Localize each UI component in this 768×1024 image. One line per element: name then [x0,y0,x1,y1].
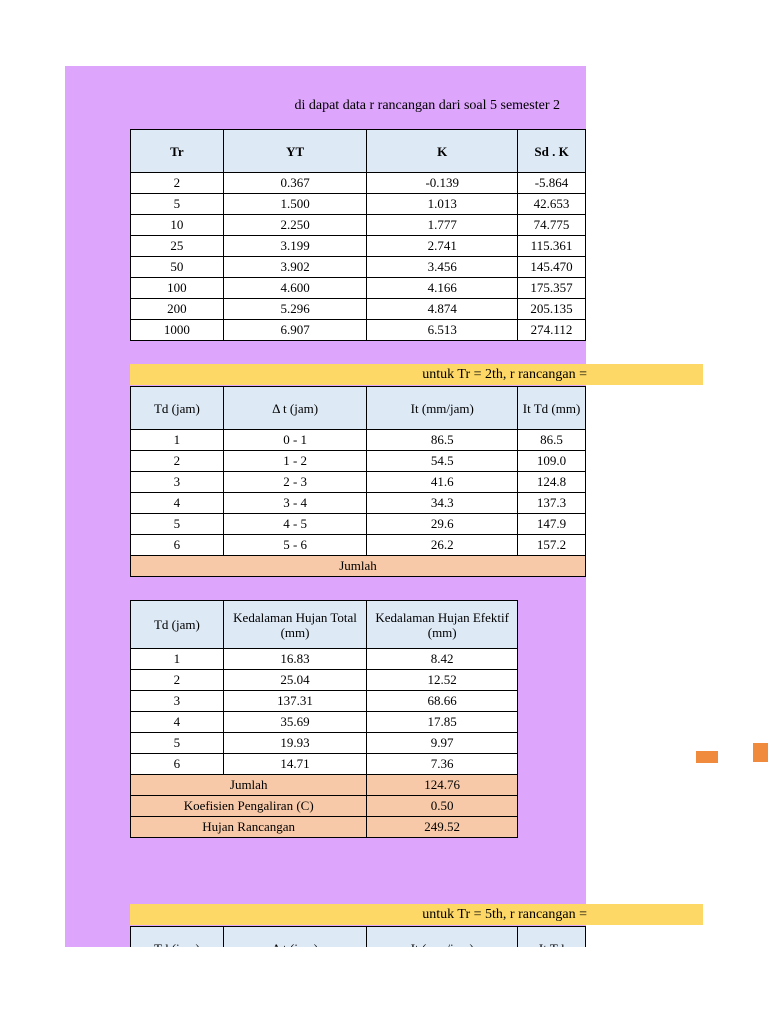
header-td: Td (jam) [131,601,224,649]
page-bottom-margin [0,947,768,1024]
table-row [131,257,586,278]
table-cell: 1.500 [223,194,367,215]
table-cell: 3.456 [367,257,518,278]
table-cell: 157.2 [518,535,586,556]
section-band-tr2 [130,364,703,385]
table-header-row [131,130,586,173]
table-cell: 2.741 [367,236,518,257]
header-it: It (mm/jam) [367,387,518,430]
header-td: Td (jam) [131,387,224,430]
table-cell: 19.93 [223,733,367,754]
table-cell: 25.04 [223,670,367,691]
section-band-label: untuk Tr = 2th, r rancangan = [422,367,587,382]
table-cell: 175.357 [518,278,586,299]
table-row [131,451,586,472]
table-cell: 4.600 [223,278,367,299]
header-yt: YT [223,130,367,173]
table-cell: 1.777 [367,215,518,236]
sheet-caption: di dapat data r rancangan dari soal 5 semester 2 [294,98,560,113]
table-cell: -0.139 [367,173,518,194]
table-cell: 4 - 5 [223,514,367,535]
table-cell: 2 [131,451,224,472]
total-label: Jumlah [131,556,586,577]
table-cell: 2 [131,173,224,194]
table-cell: 68.66 [367,691,518,712]
table-cell: 3.199 [223,236,367,257]
header-ittd: It Td (mm) [518,387,586,430]
summary-label: Koefisien Pengaliran (C) [131,796,367,817]
table-cell: 1 [131,649,224,670]
table-row [131,472,586,493]
table-cell: 3.902 [223,257,367,278]
table-cell: -5.864 [518,173,586,194]
table-cell: 3 - 4 [223,493,367,514]
table-cell: 109.0 [518,451,586,472]
table-row [131,691,518,712]
table-row [131,754,518,775]
table-cell: 5 [131,514,224,535]
cell-marker [696,751,718,763]
summary-row [131,796,518,817]
table-cell: 35.69 [223,712,367,733]
table-cell: 5.296 [223,299,367,320]
table-cell: 26.2 [367,535,518,556]
header-sdk: Sd . K [518,130,586,173]
table-cell: 9.97 [367,733,518,754]
table-cell: 25 [131,236,224,257]
table-cell: 6.907 [223,320,367,341]
table-cell: 0 - 1 [223,430,367,451]
table-cell: 29.6 [367,514,518,535]
table-cell: 17.85 [367,712,518,733]
table-cell: 41.6 [367,472,518,493]
table-cell: 7.36 [367,754,518,775]
summary-value: 0.50 [367,796,518,817]
table-cell: 1 [131,430,224,451]
table-cell: 4.874 [367,299,518,320]
header-k: K [367,130,518,173]
table-cell: 34.3 [367,493,518,514]
table-cell: 54.5 [367,451,518,472]
table-cell: 3 [131,691,224,712]
table-row [131,493,586,514]
header-total-depth: Kedalaman Hujan Total (mm) [223,601,367,649]
table-cell: 1 - 2 [223,451,367,472]
table-cell: 274.112 [518,320,586,341]
table-cell: 6.513 [367,320,518,341]
table-header-row [131,387,586,430]
table-cell: 124.8 [518,472,586,493]
table-cell: 4 [131,712,224,733]
table-cell: 6 [131,754,224,775]
table-cell: 74.775 [518,215,586,236]
table-row [131,430,586,451]
summary-label: Hujan Rancangan [131,817,367,838]
table-row [131,733,518,754]
table-cell: 100 [131,278,224,299]
rainfall-depth-table [130,600,518,838]
table-cell: 1000 [131,320,224,341]
table-cell: 115.361 [518,236,586,257]
summary-value: 124.76 [367,775,518,796]
table-row [131,649,518,670]
table-cell: 8.42 [367,649,518,670]
table-row [131,194,586,215]
table-row [131,173,586,194]
table-cell: 3 [131,472,224,493]
table-cell: 4 [131,493,224,514]
table-cell: 2.250 [223,215,367,236]
table-cell: 12.52 [367,670,518,691]
table-cell: 10 [131,215,224,236]
table-cell: 86.5 [367,430,518,451]
table-cell: 205.135 [518,299,586,320]
table-cell: 137.31 [223,691,367,712]
intensity-table-tr2 [130,386,586,577]
table-row [131,670,518,691]
section-band-tr5 [130,904,703,925]
table-cell: 200 [131,299,224,320]
table-row [131,278,586,299]
table-cell: 50 [131,257,224,278]
table-cell: 145.470 [518,257,586,278]
table-cell: 0.367 [223,173,367,194]
header-effective-depth: Kedalaman Hujan Efektif (mm) [367,601,518,649]
section-band-label: untuk Tr = 5th, r rancangan = [422,907,587,922]
table-row [131,712,518,733]
summary-row [131,817,518,838]
table-row [131,236,586,257]
table-cell: 42.653 [518,194,586,215]
cell-marker [753,743,768,762]
summary-value: 249.52 [367,817,518,838]
table-cell: 5 [131,194,224,215]
table-cell: 14.71 [223,754,367,775]
table-cell: 86.5 [518,430,586,451]
table-cell: 6 [131,535,224,556]
table-cell: 4.166 [367,278,518,299]
frequency-table [130,129,586,341]
summary-row [131,775,518,796]
table-header-row [131,601,518,649]
table-row [131,535,586,556]
total-row [131,556,586,577]
header-dt: Δ t (jam) [223,387,367,430]
table-cell: 137.3 [518,493,586,514]
table-row [131,320,586,341]
table-cell: 1.013 [367,194,518,215]
summary-label: Jumlah [131,775,367,796]
table-cell: 147.9 [518,514,586,535]
table-cell: 2 - 3 [223,472,367,493]
header-tr: Tr [131,130,224,173]
table-row [131,215,586,236]
table-cell: 16.83 [223,649,367,670]
table-cell: 5 - 6 [223,535,367,556]
table-cell: 2 [131,670,224,691]
table-cell: 5 [131,733,224,754]
table-row [131,299,586,320]
table-row [131,514,586,535]
